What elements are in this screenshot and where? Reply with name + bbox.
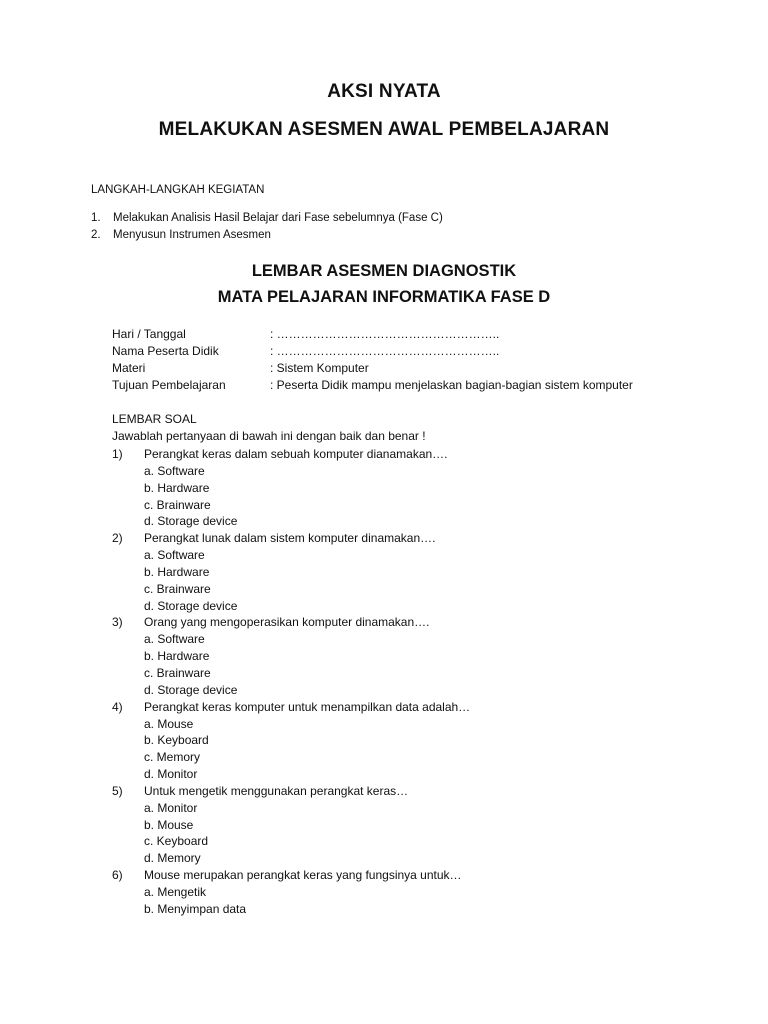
answer-option: b. Hardware (144, 480, 210, 495)
info-value: : Sistem Komputer (270, 361, 369, 375)
document-subtitle: MELAKUKAN ASESMEN AWAL PEMBELAJARAN (158, 119, 610, 140)
identity-table (112, 326, 633, 394)
document-title: AKSI NYATA (327, 81, 441, 102)
question-item (112, 530, 732, 547)
answer-option: a. Monitor (144, 800, 198, 815)
question-item (112, 446, 732, 463)
sheet-title: LEMBAR ASESMEN DIAGNOSTIK (251, 262, 517, 280)
answer-option: a. Software (144, 548, 205, 563)
question-item (112, 783, 732, 800)
answer-option: b. Menyimpan data (144, 901, 247, 916)
question-item (112, 867, 732, 884)
info-row-material (112, 360, 633, 377)
question-text: Mouse merupakan perangkat keras yang fungsinya untuk… (144, 868, 462, 883)
question-number: 5) (112, 783, 123, 798)
answer-option: d. Storage device (144, 682, 238, 697)
info-row-date (112, 326, 633, 343)
info-label: Tujuan Pembelajaran (112, 378, 226, 392)
question-number: 2) (112, 531, 123, 546)
answer-option: c. Memory (144, 750, 201, 765)
answer-option: d. Storage device (144, 598, 238, 613)
step-text: Menyusun Instrumen Asesmen (113, 229, 271, 241)
question-number: 4) (112, 699, 123, 714)
answer-option: b. Hardware (144, 564, 210, 579)
info-value: : ……………………………………………….. (270, 344, 500, 358)
steps-heading: LANGKAH-LANGKAH KEGIATAN (91, 184, 265, 196)
question-list (112, 446, 732, 918)
answer-option: c. Brainware (144, 665, 211, 680)
question-text: Perangkat keras komputer untuk menampilkan data adalah… (144, 699, 471, 714)
question-number: 3) (112, 615, 123, 630)
answer-option: c. Brainware (144, 581, 211, 596)
answer-option: a. Software (144, 463, 205, 478)
step-item (91, 227, 443, 244)
answer-option: a. Mouse (144, 716, 194, 731)
question-text: Perangkat keras dalam sebuah komputer dianamakan…. (144, 447, 448, 461)
info-label: Nama Peserta Didik (112, 344, 219, 358)
question-text: Perangkat lunak dalam sistem komputer dinamakan…. (144, 531, 436, 546)
question-text: Untuk mengetik menggunakan perangkat keras… (144, 783, 409, 798)
info-label: Materi (112, 361, 146, 375)
step-number: 1. (91, 212, 101, 224)
sheet-subtitle: MATA PELAJARAN INFORMATIKA FASE D (217, 288, 551, 306)
info-value: : ……………………………………………….. (270, 327, 500, 341)
question-sheet-heading: LEMBAR SOAL (112, 412, 197, 426)
answer-option: b. Mouse (144, 817, 194, 832)
step-number: 2. (91, 229, 101, 241)
step-text: Melakukan Analisis Hasil Belajar dari Fase sebelumnya (Fase C) (113, 212, 443, 224)
info-label: Hari / Tanggal (112, 327, 186, 341)
info-value: : Peserta Didik mampu menjelaskan bagian-bagian sistem komputer (270, 378, 633, 392)
info-row-learning-goal (112, 377, 633, 394)
answer-option: b. Keyboard (144, 733, 209, 748)
question-item (112, 614, 732, 631)
steps-list (91, 210, 443, 244)
answer-option: c. Brainware (144, 497, 211, 512)
question-text: Orang yang mengoperasikan komputer dinamakan…. (144, 615, 430, 630)
question-number: 6) (112, 868, 123, 883)
answer-option: a. Mengetik (144, 884, 207, 899)
answer-option: b. Hardware (144, 649, 210, 664)
question-item (112, 699, 732, 716)
answer-option: d. Storage device (144, 514, 238, 529)
answer-option: c. Keyboard (144, 834, 209, 849)
answer-option: d. Monitor (144, 767, 198, 782)
question-instruction: Jawablah pertanyaan di bawah ini dengan baik dan benar ! (112, 429, 426, 443)
answer-option: d. Memory (144, 851, 201, 866)
answer-option: a. Software (144, 632, 205, 647)
info-row-student-name (112, 343, 633, 360)
step-item (91, 210, 443, 227)
question-number: 1) (112, 447, 123, 461)
